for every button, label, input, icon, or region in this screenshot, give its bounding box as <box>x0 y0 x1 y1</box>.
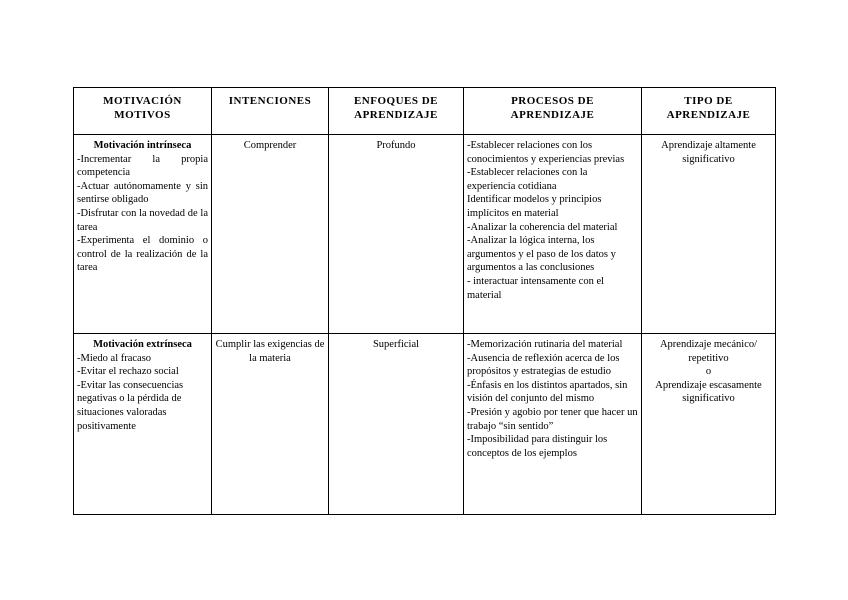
header-approaches-line1: ENFOQUES DE <box>353 95 439 107</box>
approach-text: Superficial <box>372 339 420 350</box>
header-motivation-line1: MOTIVACIÓN <box>103 95 182 107</box>
motivation-cell <box>74 135 212 334</box>
process-item: -Analizar la lógica interna, los argumentos y el paso de los datos y argumentos a las conclusiones <box>467 235 616 274</box>
motivation-item: -Experimenta el dominio o control de la realización de la tarea <box>77 235 208 274</box>
header-learning-type-line2: APRENDIZAJE <box>666 109 751 121</box>
process-item: - interactuar intensamente con el material <box>467 275 605 301</box>
motivation-item: -Miedo al fracaso <box>77 352 152 364</box>
motivation-item: -Disfrutar con la novedad de la tarea <box>77 207 208 233</box>
motivation-item: -Actuar autónomamente y sin sentirse obligado <box>77 180 208 206</box>
header-approaches-line2: APRENDIZAJE <box>354 109 438 121</box>
process-item: -Presión y agobio por tener que hacer un trabajo “sin sentido” <box>467 406 638 432</box>
approach-cell <box>329 135 464 334</box>
header-approaches <box>329 88 464 135</box>
learning-type-cell <box>642 334 776 515</box>
header-row <box>74 88 776 135</box>
header-intentions <box>212 88 329 135</box>
process-item: -Énfasis en los distintos apartados, sin visión del conjunto del mismo <box>467 379 628 405</box>
learning-type-connector: o <box>705 366 712 378</box>
learning-approaches-table <box>73 87 776 515</box>
processes-cell <box>464 135 642 334</box>
header-processes <box>464 88 642 135</box>
process-item: Identificar modelos y principios implícitos en material <box>467 194 602 219</box>
intention-text: Comprender <box>243 140 297 151</box>
learning-type-cell <box>642 135 776 334</box>
process-item: -Ausencia de reflexión acerca de los propósitos y estrategias de estudio <box>467 352 620 378</box>
header-motivation-line2: MOTIVOS <box>114 109 171 121</box>
header-learning-type <box>642 88 776 135</box>
motivation-title: Motivación intrínseca <box>93 140 192 151</box>
motivation-item: -Evitar el rechazo social <box>77 366 179 378</box>
process-item: -Imposibilidad para distinguir los conceptos de los ejemplos <box>467 434 608 459</box>
approach-cell <box>329 334 464 515</box>
learning-type-text: Aprendizaje escasamente significativo <box>655 379 762 405</box>
header-processes-line2: APRENDIZAJE <box>510 109 595 121</box>
process-item: -Establecer relaciones con la experiencia cotidiana <box>467 167 588 192</box>
table-row-extrinsic <box>74 334 776 515</box>
process-item: -Memorización rutinaria del material <box>467 339 623 350</box>
motivation-item: -Evitar las consecuencias negativas o la pérdida de situaciones valoradas positivamente <box>77 379 184 432</box>
process-item: -Establecer relaciones con los conocimientos y experiencias previas <box>467 140 625 165</box>
processes-cell <box>464 334 642 515</box>
motivation-item: -Incrementar la propia competencia <box>77 153 208 179</box>
intention-cell <box>212 334 329 515</box>
process-item: -Analizar la coherencia del material <box>467 221 618 233</box>
header-motivation <box>74 88 212 135</box>
motivation-cell <box>74 334 212 515</box>
header-intentions-label: INTENCIONES <box>228 95 312 107</box>
learning-type-text: Aprendizaje altamente significativo <box>661 140 756 165</box>
motivation-title: Motivación extrínseca <box>93 339 192 350</box>
learning-type-text: Aprendizaje mecánico/ repetitivo <box>659 339 758 364</box>
intention-text: Cumplir las exigencias de la materia <box>215 339 325 364</box>
header-learning-type-line1: TIPO DE <box>684 95 733 107</box>
approach-text: Profundo <box>376 140 416 151</box>
header-processes-line1: PROCESOS DE <box>511 95 594 107</box>
table-row-intrinsic <box>74 135 776 334</box>
intention-cell <box>212 135 329 334</box>
